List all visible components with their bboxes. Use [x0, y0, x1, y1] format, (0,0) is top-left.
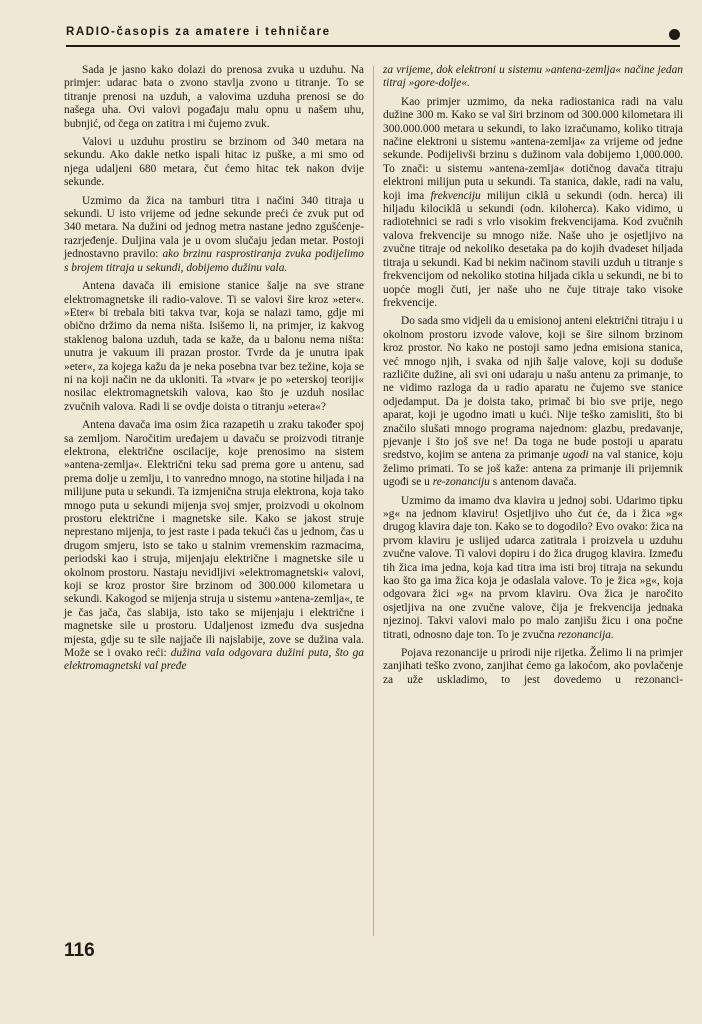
- continuation-italic: za vrijeme, dok elektroni u sistemu »antena-zemlja« načine jedan titraj »gore-dolje«.: [383, 64, 683, 90]
- wavelength-text: Uzmimo da žica na tamburi titra i načini 340 titraja u sekundi. U isto vrijeme od jedne sekunde preći će zvuk put od 340 metara. Na dužini od jednog metra nastane jedno zgušćenje-razrjeđenje. Duljina vala je u ovom slučaju jedan metar. Postoji jednostavno pravilo:: [64, 194, 364, 261]
- tuning-text-end: s antenom davača.: [492, 476, 577, 489]
- tuning-text: Do sada smo vidjeli da u emisionoj anteni električni titraju i u okolnom prostoru izvode valove, koji se šire silnom brzinom kroz prostor. No kako ne postoji samo jedna emisiona stanica, već mnogo njih, i svaka od njih šalje valove, koji su doduše različite dužine, ali svi oni udaraju u našu antenu za primanje, to ne vidimo razloga da u radio aparatu ne čujemo sve stanice odjedamput. Da je doista tako, primač bi bio sve prije, nego aparat, koji je ugodno imati u kući. Nije teško zamisliti, što bi značilo slušati mnogo programa najednom: glazbu, predavanje, pjevanje i što još sve ne! Da toga ne bude postoji u aparatu sredstvo, kojim se antena za primanje: [383, 315, 683, 462]
- antenna-text: Antena davača ima osim žica razapetih u zraku također spoj sa zemljom. Naročitim uređajem u davaču se proizvodi titranje elektrona, električne oscilacije, koje prenosimo na sistem »antena-zemlja«. Električni teku sad prema gore u antenu, sad prema dolje u zemlju, i to vanredno mnogo, na stotine hiljada i na milijune puta u sekundi. Ta izmjenična struja elektrona, koja tako mnogo puta u sekundi mijenja svoj smjer, proizvodi u okolnom prostoru električne i magnetske sile. Kako se jakost struje neprestano mijenja, to jest raste i pada tekući čas u jednom, čas u drugom smjeru, isto se tako u stalnim vremenskim razmacima, periodski kao i struja, mijenjaju električne i magnetske sile u okolnom prostoru. Nastaju nevidljivi »elektromagnetski« valovi, koji se kroz prostor šire brzinom od 300.000 kilometara u sekundi. Kakogod se mijenja struja u sistemu »antena-zemlja«, te je čas jača, čas slabija, isto tako se mijenjaju i električne i magnetske sile u prostoru. Udaljenost između dva susjedna mjesta, gdje su te sile najjače ili najslabije, zove se dužina vala. Može se i ovako reći:: [64, 419, 364, 660]
- paragraph-bell-resonance: Pojava rezonancije u prirodi nije rijetka. Želimo li na primjer zanjihati teško zvono, zanjihat ćemo ga lakoćom, ako povlačenje za uže uskladimo, to jest dovedemo u rezonanci-: [383, 647, 683, 686]
- paragraph-sound-speed: Valovi u uzduhu prostiru se brzinom od 340 metara na sekundu. Ako dakle netko ispali hitac iz puške, a mi smo od njega udaljeni 680 metara, čut ćemo hitac tek nakon dvije sekunde.: [64, 136, 364, 189]
- term-ugodi: ugodi: [562, 449, 589, 462]
- piano-text: Uzmimo da imamo dva klavira u jednoj sobi. Udarimo tipku »g« na jednom klaviru! Osjetljivo uho čut će, da i žica »g« drugog klavira daje ton. Kako se to dogodilo? Evo ovako: žica na prvom klaviru je uslijed udarca zatitrala i proizvela u uzduhu zvučne valove. Ti valovi dopiru i do žica drugog klavira. Između tih žica ima jedna, koja kad titra ima isti broj titraja na sekundu kao što ga ima žica koja je odaslala valove. To je žica »g«, koja odgovara žici »g« na prvom klaviru. Ova žica je naročito osjetljiva na one zvučne valove, čija je frekvencija jednaka njezinoj. Takvi valovi malo po malo zanjišu žicu i ona počne titrati, odnosno daje ton. To je zvučna: [383, 494, 683, 641]
- column-divider: [373, 66, 374, 936]
- paragraph-ether: Antena davača ili emisione stanice šalje na sve strane elektromagnetske ili radio-valove. Ti se valovi šire kroz »eter«. »Eter« bi trebala biti takva tvar, koja se nalazi tamo, gdje mi obično držimo da nema ništa. Isišemo li, na primjer, iz kakvog staklenog balona uzduh, tada se kaže, da u balonu nema ništa: unutra je vakuum ili prazan prostor. Tvrde da je unutra ipak »eter«, za kojega kažu da je neka posebna tvar bez težine, koja se ni na koji način ne da ukloniti. Ta »tvar« je po »eterskoj teoriji« nosilac elektromagnetskih valova, kao što je uzduh nosilac zvučnih valova. Radi li se ovdje doista o titranju »etera«?: [64, 280, 364, 413]
- term-frekvenciju: frekvenciju: [430, 189, 481, 202]
- term-rezonanciju: re-zonanciju: [432, 476, 490, 489]
- header-dot-ornament: [669, 29, 680, 40]
- frequency-text-cont: milijun ciklâ u sekundi (odn. herca) ili hiljadu kilociklâ u sekundi (odn. kiloherca). Kako vidimo, u radiotehnici se radi s vrlo visokim frekvencijama. Kod zvučnih valova frekvencije su mnogo niže. Naše uho je osjetljivo na zvučne titraje od nekoliko desetaka pa do kojih dvadeset hiljada titraja u sekundi. Kad bi nekim načinom stavili uzduh u titranje s frekvencijom od nekoliko stotina hiljada cikla u sekundi, ne bi to uopće mogli čuti, jer naše uho ne čuje titraje tako visoke frekvencije.: [383, 189, 683, 309]
- paragraph-tuning: [383, 315, 683, 489]
- header-rule: [66, 45, 680, 47]
- page-number: 116: [64, 940, 95, 961]
- wavelength-definition-italic: dužina vala odgovara dužini puta, što ga elektromagnetski val pređe: [64, 647, 364, 673]
- wavelength-rule-italic: ako brzinu rasprostiranja zvuka podijelimo s brojem titraja u sekundi, dobijemo dužinu vala.: [64, 248, 364, 274]
- journal-title: RADIO-časopis za amatere i tehničare: [66, 26, 331, 38]
- paragraph-frequency-example: [383, 96, 683, 311]
- paragraph-antenna-oscillation: [64, 419, 364, 674]
- paragraph-piano-resonance: [383, 495, 683, 642]
- tuning-text-cont: na val stanice, koju želimo primati. To se još kaže: antena za primanje ili prijemnik ugođi se u: [383, 449, 683, 489]
- term-rezonancija: rezonancija.: [557, 628, 614, 641]
- left-column: [64, 64, 364, 674]
- running-header: [66, 26, 680, 48]
- paragraph-continuation: [383, 64, 683, 91]
- paragraph-sound-transmission: Sada je jasno kako dolazi do prenosa zvuka u uzduhu. Na primjer: udarac bata o zvono stavlja zvono u titranje. To se titranje prenosi na uzduh, a valovima uzduha prenosi se do našega uha. Ovi valovi pogađaju malu opnu u našem uhu, bubnjić, od čega on zatitra i mi čujemo zvuk.: [64, 64, 364, 130]
- paragraph-wavelength-rule: [64, 195, 364, 275]
- right-column: [383, 64, 683, 687]
- frequency-text: Kao primjer uzmimo, da neka radiostanica radi na valu dužine 300 m. Kako se val širi brzinom od 300.000 kilometara ili 300.000.000 metara u sekundi, to lako izračunamo, koliko titraja načine elektroni u sistemu »antena-zemlja« za vrijeme od jedne sekunde. Podijelivši brzinu s dužinom vala dobijemo 1,000.000. To znači: u sistemu »antena-zemlja« dotičnog davača titraju elektroni milijun puta u sekundi. Ta stanica, dakle, radi na valu, koji ima: [383, 95, 683, 202]
